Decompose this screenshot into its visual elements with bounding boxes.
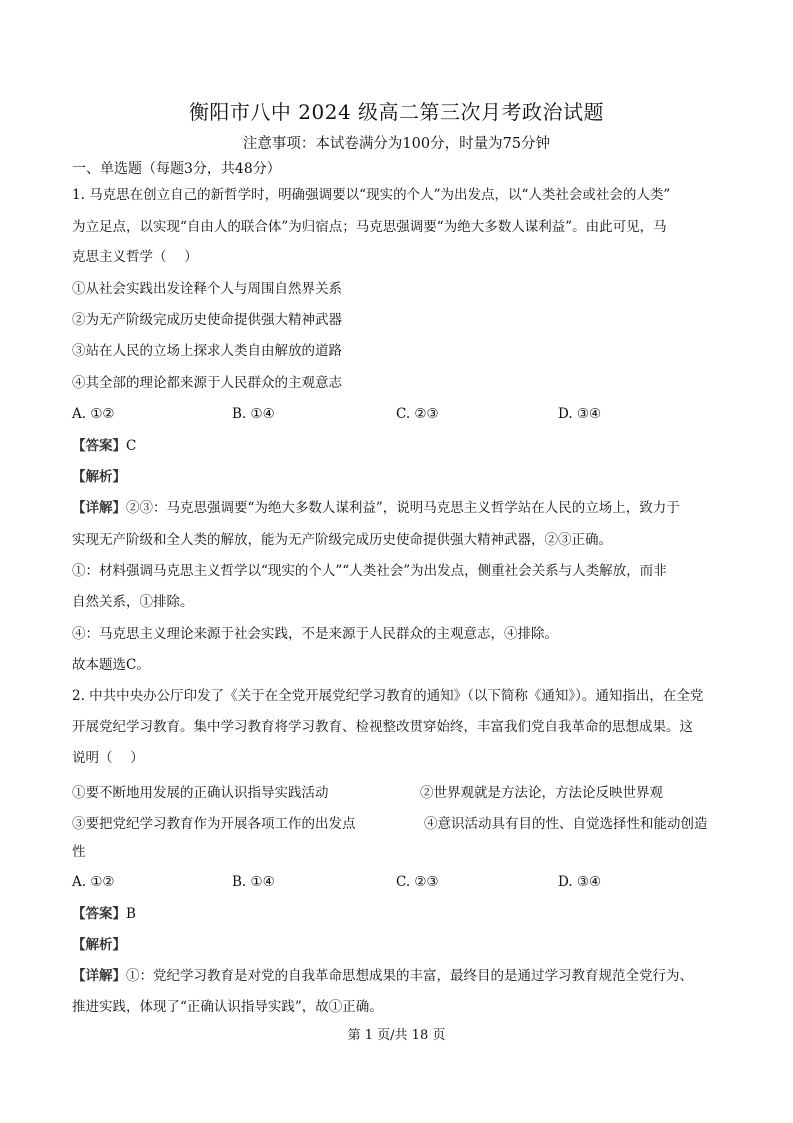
q1-option-a: A. ①② — [72, 406, 115, 422]
answer-value: C — [126, 438, 137, 454]
q1-stem-line-3: 克思主义哲学（ ） — [72, 249, 198, 265]
detail-tag: 【详解】 — [72, 500, 126, 516]
q2-item-4: ④意识活动具有目的性、自觉选择性和能动创造 — [424, 816, 708, 832]
q1-answer — [72, 437, 722, 455]
q2-option-d: D. ③④ — [558, 874, 602, 890]
page-title: 衡阳市八中 2024 级高二第三次月考政治试题 — [188, 100, 605, 124]
q1-analysis-tag — [72, 468, 722, 486]
q2-stem-line-1: 2. 中共中央办公厅印发了《关于在全党开展党纪学习教育的通知》（以下简称《通知》）。通知指出，在全党 — [72, 688, 704, 704]
q2-detail-line-2: 推进实践，体现了“正确认识指导实践”，故①正确。 — [72, 999, 383, 1015]
q2-option-b: B. ①④ — [232, 874, 275, 890]
q1-item-3: ③站在人民的立场上探求人类自由解放的道路 — [72, 343, 342, 359]
q2-item-2: ②世界观就是方法论，方法论反映世界观 — [420, 785, 663, 801]
q1-item-1: ①从社会实践出发诠释个人与周围自然界关系 — [72, 281, 342, 297]
section-heading: 一、单选题（每题3分，共48分） — [72, 161, 281, 177]
q1-conclusion: 故本题选C。 — [72, 657, 150, 673]
q1-detail-line-2: 实现无产阶级和全人类的解放，能为无产阶级完成历史使命提供强大精神武器，②③正确。 — [72, 532, 612, 548]
q1-detail-line-3: ①：材料强调马克思主义哲学以“现实的个人”“人类社会”为出发点，侧重社会关系与人类解放，而非 — [72, 563, 667, 579]
q1-detail-line-1 — [72, 499, 722, 517]
q1-stem-line-2: 为立足点，以实现“自由人的联合体”为归宿点；马克思强调要“为绝大多数人谋利益”。由此可见，马 — [72, 219, 667, 235]
q2-item-3: ③要把党纪学习教育作为开展各项工作的出发点 — [72, 816, 356, 832]
answer-tag: 【答案】 — [72, 906, 126, 922]
analysis-tag: 【解析】 — [72, 469, 126, 485]
q1-detail-line-5: ④：马克思主义理论来源于社会实践，不是来源于人民群众的主观意志，④排除。 — [72, 626, 558, 642]
q1-option-c: C. ②③ — [396, 406, 439, 422]
q2-stem-line-3: 说明（ ） — [72, 750, 144, 766]
q2-answer — [72, 905, 722, 923]
q2-stem-line-2: 开展党纪学习教育。集中学习教育将学习教育、检视整改贯穿始终，丰富我们党自我革命的思想成果。这 — [72, 719, 693, 735]
q2-detail-line-1 — [72, 967, 722, 985]
q1-detail-line-4: 自然关系，①排除。 — [72, 594, 194, 610]
q1-option-d: D. ③④ — [558, 406, 602, 422]
detail-tag: 【详解】 — [72, 968, 126, 984]
q1-item-2: ②为无产阶级完成历史使命提供强大精神武器 — [72, 312, 342, 328]
q1-option-b: B. ①④ — [232, 406, 275, 422]
analysis-tag: 【解析】 — [72, 937, 126, 953]
q1-stem-line-1: 1. 马克思在创立自己的新哲学时，明确强调要以“现实的个人”为出发点，以“人类社会或社会的人类” — [72, 187, 671, 203]
q2-option-c: C. ②③ — [396, 874, 439, 890]
answer-value: B — [126, 906, 136, 922]
detail-text: ②③：马克思强调要“为绝大多数人谋利益”，说明马克思主义哲学站在人民的立场上，致力于 — [126, 500, 680, 516]
q2-option-a: A. ①② — [72, 874, 115, 890]
q2-item-4-continued: 性 — [72, 844, 86, 860]
answer-tag: 【答案】 — [72, 438, 126, 454]
q2-analysis-tag — [72, 936, 722, 954]
exam-notice: 注意事项：本试卷满分为100分，时量为75分钟 — [242, 136, 551, 152]
page-number: 第 1 页/共 18 页 — [347, 1028, 446, 1043]
q1-item-4: ④其全部的理论都来源于人民群众的主观意志 — [72, 375, 342, 391]
q2-item-1: ①要不断地用发展的正确认识指导实践活动 — [72, 785, 329, 801]
detail-text: ①：党纪学习教育是对党的自我革命思想成果的丰富，最终目的是通过学习教育规范全党行为、 — [126, 968, 693, 984]
